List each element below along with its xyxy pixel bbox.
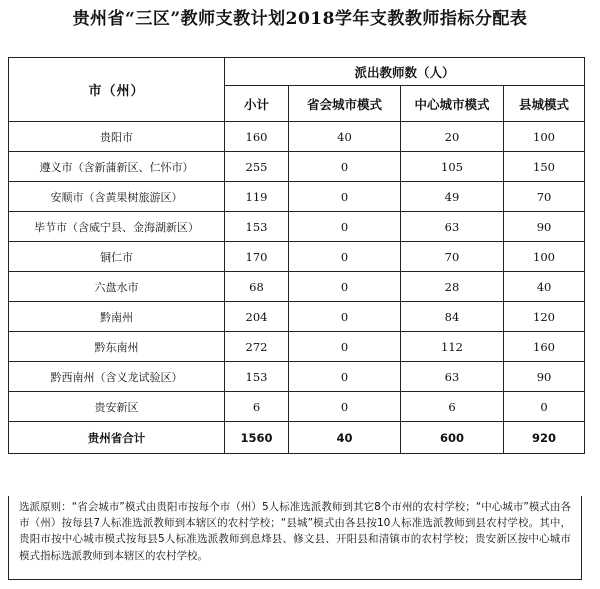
subtotal-cell: 272 — [225, 332, 289, 362]
county-cell: 150 — [504, 152, 585, 182]
county-cell: 70 — [504, 182, 585, 212]
central-city-cell: 63 — [401, 212, 504, 242]
subtotal-cell: 204 — [225, 302, 289, 332]
total-row — [9, 422, 585, 454]
provincial-cell: 0 — [289, 182, 401, 212]
subtotal-cell: 6 — [225, 392, 289, 422]
central-city-mode-header: 中心城市模式 — [401, 86, 504, 122]
table-row — [9, 122, 585, 152]
subtotal-cell: 119 — [225, 182, 289, 212]
table-row — [9, 392, 585, 422]
central-city-cell: 63 — [401, 362, 504, 392]
table-row — [9, 212, 585, 242]
county-cell: 0 — [504, 392, 585, 422]
region-cell: 六盘水市 — [9, 272, 225, 302]
allocation-table — [8, 57, 585, 454]
total-provincial: 40 — [289, 422, 401, 454]
county-cell: 40 — [504, 272, 585, 302]
provincial-mode-header: 省会城市模式 — [289, 86, 401, 122]
total-county: 920 — [504, 422, 585, 454]
region-cell: 黔南州 — [9, 302, 225, 332]
central-city-cell: 6 — [401, 392, 504, 422]
region-cell: 黔东南州 — [9, 332, 225, 362]
provincial-cell: 0 — [289, 152, 401, 182]
region-cell: 遵义市（含新蒲新区、仁怀市） — [9, 152, 225, 182]
county-cell: 120 — [504, 302, 585, 332]
page-title: 贵州省“三区”教师支教计划2018学年支教教师指标分配表 — [72, 9, 528, 29]
table-row — [9, 332, 585, 362]
region-cell: 铜仁市 — [9, 242, 225, 272]
region-cell: 贵安新区 — [9, 392, 225, 422]
region-cell: 毕节市（含威宁县、金海湖新区） — [9, 212, 225, 242]
county-mode-header: 县城模式 — [504, 86, 585, 122]
county-cell: 160 — [504, 332, 585, 362]
central-city-cell: 84 — [401, 302, 504, 332]
provincial-cell: 0 — [289, 332, 401, 362]
subtotal-cell: 255 — [225, 152, 289, 182]
table-row — [9, 242, 585, 272]
county-cell: 100 — [504, 122, 585, 152]
region-cell: 黔西南州（含义龙试验区） — [9, 362, 225, 392]
county-cell: 90 — [504, 212, 585, 242]
provincial-cell: 0 — [289, 302, 401, 332]
provincial-cell: 40 — [289, 122, 401, 152]
subtotal-cell: 170 — [225, 242, 289, 272]
provincial-cell: 0 — [289, 212, 401, 242]
table-row — [9, 152, 585, 182]
provincial-cell: 0 — [289, 242, 401, 272]
central-city-cell: 105 — [401, 152, 504, 182]
county-cell: 90 — [504, 362, 585, 392]
selection-principle-note: 选派原则：“省会城市”模式由贵阳市按每个市（州）5人标准选派教师到其它8个市州的农村学校；“中心城市”模式由各市（州）按每县7人标准选派教师到本辖区的农村学校；“县城”模式由各县按10人标准选派教师到县农村学校。其中，贵阳市按中心城市模式按每县5人标准选派教师到息烽县、修文县、开阳县和清镇市的农村学校；贵安新区按中心城市模式指标选派教师到本辖区的农村学校。 — [8, 496, 582, 580]
teachers-group-header: 派出教师数（人） — [225, 58, 585, 86]
total-central: 600 — [401, 422, 504, 454]
central-city-cell: 112 — [401, 332, 504, 362]
central-city-cell: 20 — [401, 122, 504, 152]
subtotal-cell: 153 — [225, 362, 289, 392]
table-row — [9, 182, 585, 212]
table-row — [9, 362, 585, 392]
subtotal-cell: 160 — [225, 122, 289, 152]
county-cell: 100 — [504, 242, 585, 272]
central-city-cell: 28 — [401, 272, 504, 302]
region-header: 市（州） — [9, 58, 225, 122]
provincial-cell: 0 — [289, 362, 401, 392]
region-cell: 安顺市（含黄果树旅游区） — [9, 182, 225, 212]
region-cell: 贵阳市 — [9, 122, 225, 152]
table-row — [9, 302, 585, 332]
provincial-cell: 0 — [289, 272, 401, 302]
subtotal-cell: 153 — [225, 212, 289, 242]
central-city-cell: 70 — [401, 242, 504, 272]
subtotal-cell: 68 — [225, 272, 289, 302]
provincial-cell: 0 — [289, 392, 401, 422]
table-row — [9, 272, 585, 302]
total-subtotal: 1560 — [225, 422, 289, 454]
total-label: 贵州省合计 — [9, 422, 225, 454]
central-city-cell: 49 — [401, 182, 504, 212]
subtotal-header: 小计 — [225, 86, 289, 122]
